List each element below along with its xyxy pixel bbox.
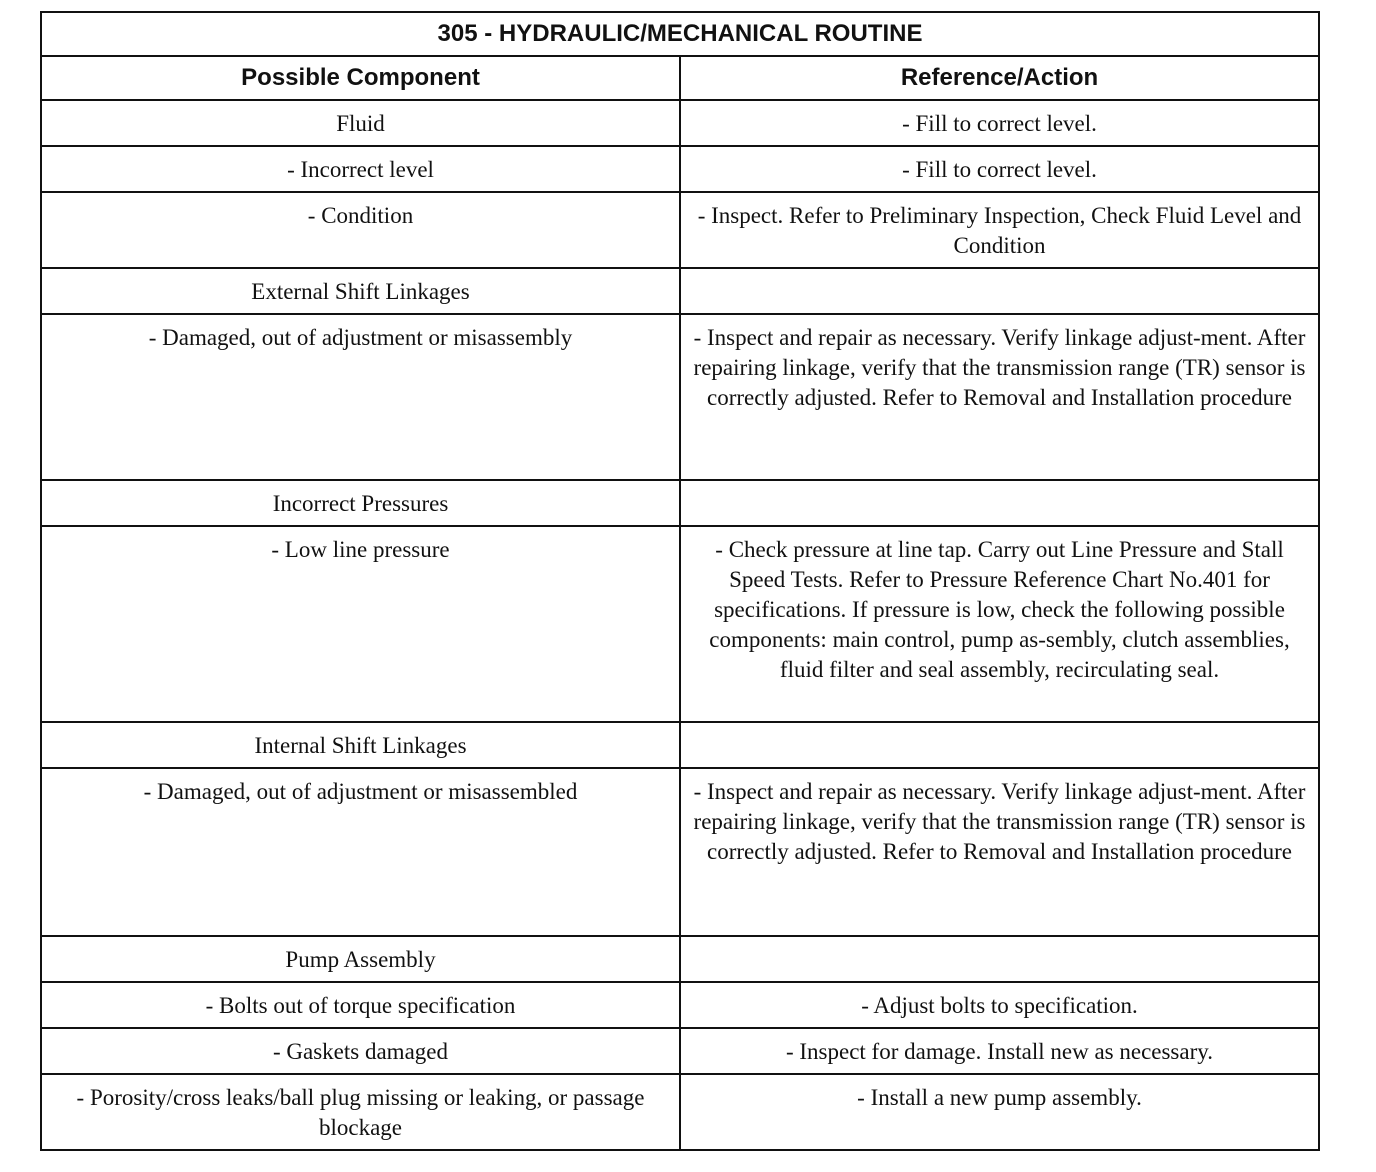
table-row [41, 768, 1319, 936]
action-cell: - Check pressure at line tap. Carry out Line Pressure and Stall Speed Tests. Refer to Pressure Reference Chart No.401 for specifications. If pressure is low, check the following possible components: main control, pump as-sembly, clutch assemblies, fluid filter and seal assembly, recirculating seal. [680, 526, 1319, 722]
table-row [41, 526, 1319, 722]
table-row [41, 146, 1319, 192]
column-header-component: Possible Component [41, 56, 680, 100]
table-row [41, 1074, 1319, 1150]
action-cell: - Inspect and repair as necessary. Verify linkage adjust-ment. After repairing linkage, verify that the transmission range (TR) sensor is correctly adjusted. Refer to Removal and Installation procedure [680, 768, 1319, 936]
component-cell: - Porosity/cross leaks/ball plug missing or leaking, or passage blockage [41, 1074, 680, 1150]
table-row [41, 1028, 1319, 1074]
action-cell: - Install a new pump assembly. [680, 1074, 1319, 1150]
action-cell: - Fill to correct level. [680, 100, 1319, 146]
table-title: 305 - HYDRAULIC/MECHANICAL ROUTINE [41, 12, 1319, 56]
action-cell [680, 268, 1319, 314]
component-cell: - Incorrect level [41, 146, 680, 192]
component-cell: - Low line pressure [41, 526, 680, 722]
action-cell: - Inspect for damage. Install new as necessary. [680, 1028, 1319, 1074]
table-row [41, 192, 1319, 268]
action-cell: - Inspect. Refer to Preliminary Inspection, Check Fluid Level and Condition [680, 192, 1319, 268]
table-row [41, 314, 1319, 480]
table-row [41, 100, 1319, 146]
component-cell: - Damaged, out of adjustment or misassembled [41, 768, 680, 936]
action-cell [680, 480, 1319, 526]
component-cell: Fluid [41, 100, 680, 146]
hydraulic-mechanical-routine-table [40, 11, 1320, 1151]
component-cell: - Bolts out of torque specification [41, 982, 680, 1028]
table-row [41, 936, 1319, 982]
action-cell [680, 936, 1319, 982]
table-row [41, 722, 1319, 768]
table-row [41, 268, 1319, 314]
component-cell: - Condition [41, 192, 680, 268]
action-cell: - Inspect and repair as necessary. Verify linkage adjust-ment. After repairing linkage, verify that the transmission range (TR) sensor is correctly adjusted. Refer to Removal and Installation procedure [680, 314, 1319, 480]
section-heading-cell: Incorrect Pressures [41, 480, 680, 526]
section-heading-cell: Internal Shift Linkages [41, 722, 680, 768]
component-cell: - Gaskets damaged [41, 1028, 680, 1074]
section-heading-cell: Pump Assembly [41, 936, 680, 982]
section-heading-cell: External Shift Linkages [41, 268, 680, 314]
action-cell: - Fill to correct level. [680, 146, 1319, 192]
component-cell: - Damaged, out of adjustment or misassembly [41, 314, 680, 480]
action-cell: - Adjust bolts to specification. [680, 982, 1319, 1028]
table-row [41, 982, 1319, 1028]
column-header-action: Reference/Action [680, 56, 1319, 100]
action-cell [680, 722, 1319, 768]
table-row [41, 480, 1319, 526]
